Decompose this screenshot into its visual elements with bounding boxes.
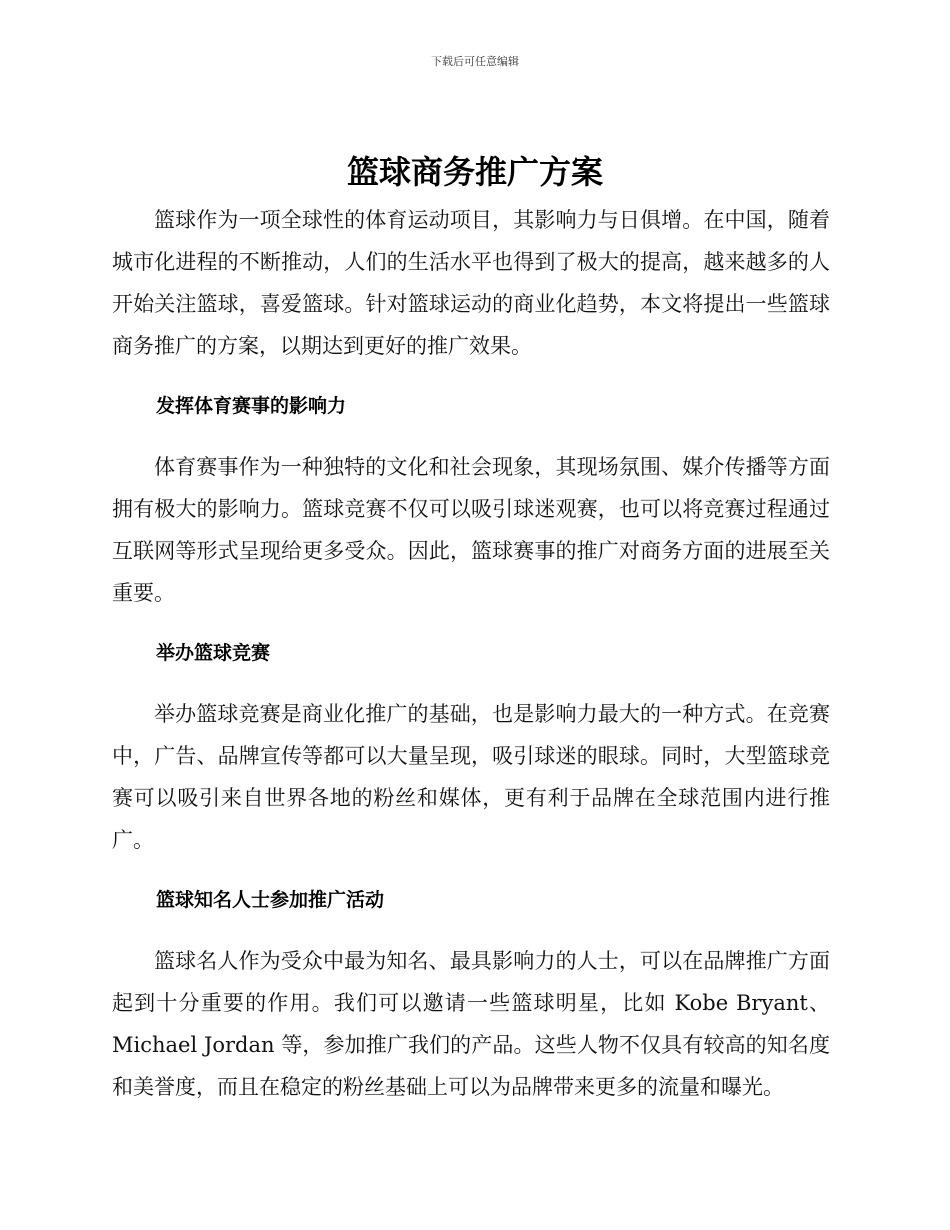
section-body-celebrities: 篮球名人作为受众中最为知名、最具影响力的人士，可以在品牌推广方面起到十分重要的作用。我们可以邀请一些篮球明星，比如 Kobe Bryant、Michael Jordan 等，参加推广我们的产品。这些人物不仅具有较高的知名度和美誉度，而且在稳定的粉丝基础上可以为品牌带来更多的流量和曝光。 [112, 949, 830, 1099]
section-body-events: 体育赛事作为一种独特的文化和社会现象，其现场氛围、媒介传播等方面拥有极大的影响力。篮球竞赛不仅可以吸引球迷观赛，也可以将竞赛过程通过互联网等形式呈现给更多受众。因此，篮球赛事的推广对商务方面的进展至关重要。 [112, 455, 830, 605]
section-heading-competition: 举办篮球竞赛 [156, 642, 271, 664]
page-header: 下载后可任意编辑 [431, 55, 519, 68]
document-title: 篮球商务推广方案 [346, 153, 603, 191]
intro-paragraph: 篮球作为一项全球性的体育运动项目，其影响力与日俱增。在中国，随着城市化进程的不断推动，人们的生活水平也得到了极大的提高，越来越多的人开始关注篮球，喜爱篮球。针对篮球运动的商业化趋势，本文将提出一些篮球商务推广的方案，以期达到更好的推广效果。 [112, 208, 830, 358]
section-body-competition: 举办篮球竞赛是商业化推广的基础，也是影响力最大的一种方式。在竞赛中，广告、品牌宣传等都可以大量呈现，吸引球迷的眼球。同时，大型篮球竞赛可以吸引来自世界各地的粉丝和媒体，更有利于品牌在全球范围内进行推广。 [112, 702, 830, 852]
document-body [112, 199, 830, 1108]
section-heading-events: 发挥体育赛事的影响力 [156, 395, 347, 417]
section-heading-celebrities: 篮球知名人士参加推广活动 [156, 889, 385, 911]
